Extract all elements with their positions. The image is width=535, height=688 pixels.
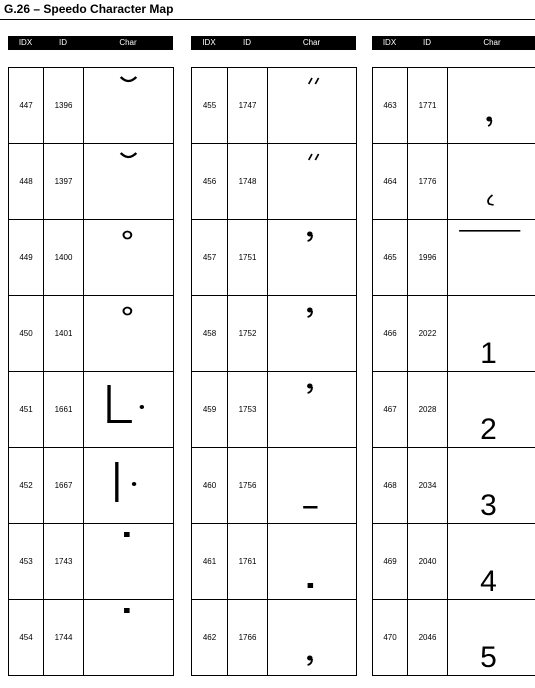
id-cell: 1748 [228,144,268,220]
id-cell: 1401 [44,296,84,372]
breve-accent-glyph [84,144,173,219]
header-idx: IDX [18,38,33,47]
table-row [373,220,535,296]
header-char: Char [119,38,137,47]
header-idx: IDX [382,38,397,47]
id-cell: 1751 [228,220,268,296]
id-cell: 1756 [228,448,268,524]
id-cell: 2022 [408,296,448,372]
idx-cell: 458 [192,296,228,372]
dot-accent-glyph [84,524,173,599]
id-cell: 1747 [228,68,268,144]
double-acute-accent-glyph [268,68,356,143]
char-cell [268,220,357,296]
id-cell: 1776 [408,144,448,220]
table-row [192,372,357,448]
idx-cell: 455 [192,68,228,144]
idx-cell: 466 [373,296,408,372]
char-cell [268,68,357,144]
table-row [9,372,174,448]
char-cell [448,296,535,372]
id-cell: 1996 [408,220,448,296]
digit-glyph [448,296,535,371]
comma-above-glyph [268,220,356,295]
header-id: ID [243,38,251,47]
table-row [192,68,357,144]
comma-above-glyph [268,372,356,447]
id-cell: 1397 [44,144,84,220]
char-cell [84,372,174,448]
char-cell [448,524,535,600]
table-row [373,296,535,372]
table-header [372,36,535,50]
char-cell [448,220,535,296]
table-row [373,372,535,448]
id-cell: 2040 [408,524,448,600]
id-cell: 1743 [44,524,84,600]
id-cell: 1771 [408,68,448,144]
char-cell [448,600,535,676]
header-id: ID [59,38,67,47]
char-cell [268,448,357,524]
table-row [192,600,357,676]
table-row [192,524,357,600]
id-cell: 2034 [408,448,448,524]
ring-accent-glyph [84,296,173,371]
overline-rule-glyph [448,220,535,295]
char-cell [268,524,357,600]
character-table [191,67,357,676]
id-cell: 1744 [44,600,84,676]
dot-accent-glyph [84,600,173,675]
digit-glyph [448,600,535,675]
table-row [9,296,174,372]
table-row [373,144,535,220]
idx-cell: 469 [373,524,408,600]
id-cell: 1766 [228,600,268,676]
table-row [9,524,174,600]
l-with-middle-dot-glyph [84,448,173,523]
digit-glyph-text: 3 [480,489,497,522]
digit-glyph [448,524,535,599]
low-dot-glyph [268,524,356,599]
id-cell: 2028 [408,372,448,448]
id-cell: 1752 [228,296,268,372]
idx-cell: 457 [192,220,228,296]
char-cell [268,372,357,448]
char-cell [84,448,174,524]
table-row [9,144,174,220]
char-cell [84,68,174,144]
table-row [373,68,535,144]
breve-accent-glyph [84,68,173,143]
idx-cell: 464 [373,144,408,220]
low-comma-glyph [268,600,356,675]
table-row [373,524,535,600]
low-bar-glyph [268,448,356,523]
page-title: G.26 – Speedo Character Map [4,2,174,16]
idx-cell: 452 [9,448,44,524]
idx-cell: 467 [373,372,408,448]
table-row [9,600,174,676]
id-cell: 2046 [408,600,448,676]
char-cell [448,372,535,448]
idx-cell: 463 [373,68,408,144]
table-header [191,36,356,50]
char-cell [84,144,174,220]
idx-cell: 448 [9,144,44,220]
table-row [192,296,357,372]
id-cell: 1661 [44,372,84,448]
character-table [8,67,174,676]
digit-glyph-text: 4 [480,565,497,598]
comma-above-glyph [268,296,356,371]
id-cell: 1396 [44,68,84,144]
table-row [9,448,174,524]
char-cell [448,144,535,220]
id-cell: 1400 [44,220,84,296]
char-cell [84,296,174,372]
table-row [373,600,535,676]
char-cell [448,448,535,524]
header-idx: IDX [202,38,216,47]
idx-cell: 449 [9,220,44,296]
digit-glyph-text: 1 [480,337,497,370]
L-with-middle-dot-glyph [84,372,173,447]
id-cell: 1753 [228,372,268,448]
header-char: Char [483,38,501,47]
table-row [192,448,357,524]
idx-cell: 470 [373,600,408,676]
idx-cell: 461 [192,524,228,600]
id-cell: 1761 [228,524,268,600]
table-row [192,220,357,296]
idx-cell: 450 [9,296,44,372]
char-cell [268,296,357,372]
title-divider [0,19,535,20]
idx-cell: 454 [9,600,44,676]
cedilla-comma-glyph [448,68,535,143]
idx-cell: 465 [373,220,408,296]
id-cell: 1667 [44,448,84,524]
digit-glyph [448,372,535,447]
idx-cell: 447 [9,68,44,144]
char-cell [268,144,357,220]
header-id: ID [423,38,431,47]
idx-cell: 456 [192,144,228,220]
idx-cell: 453 [9,524,44,600]
char-cell [268,600,357,676]
ogonek-glyph [448,144,535,219]
char-cell [84,524,174,600]
ring-accent-glyph [84,220,173,295]
digit-glyph [448,448,535,523]
idx-cell: 451 [9,372,44,448]
idx-cell: 460 [192,448,228,524]
char-cell [448,68,535,144]
char-cell [84,220,174,296]
character-table [372,67,535,676]
digit-glyph-text: 2 [480,413,497,446]
digit-glyph-text: 5 [480,641,497,674]
table-row [9,68,174,144]
table-row [192,144,357,220]
idx-cell: 468 [373,448,408,524]
double-acute-accent-glyph [268,144,356,219]
table-header [8,36,173,50]
idx-cell: 462 [192,600,228,676]
idx-cell: 459 [192,372,228,448]
char-cell [84,600,174,676]
table-row [9,220,174,296]
table-row [373,448,535,524]
header-char: Char [302,38,321,47]
